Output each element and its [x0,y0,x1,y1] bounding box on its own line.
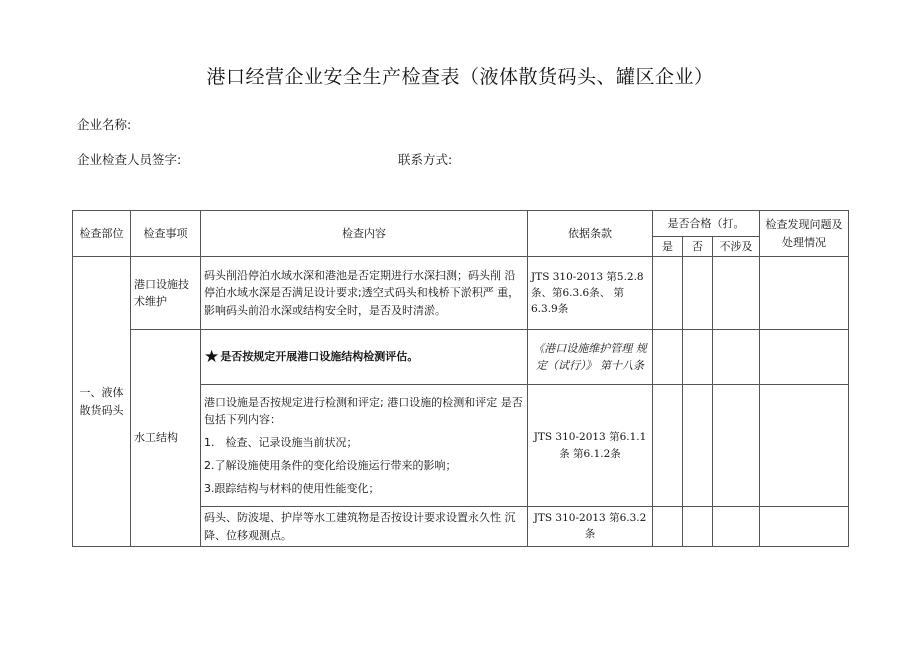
header-content: 检查内容 [201,211,528,257]
na-check-cell[interactable] [713,330,760,385]
yes-check-cell[interactable] [653,385,683,507]
header-yes: 是 [653,237,683,257]
header-item: 检查事项 [131,211,201,257]
company-name-label: 企业名称: [77,117,132,132]
header-dept: 检查部位 [73,211,131,257]
item-cell: 港口设施技术维护 [131,257,201,330]
no-check-cell[interactable] [683,507,713,547]
basis-cell: JTS 310-2013 第5.2.8条、第6.3.6条、 第6.3.9条 [528,257,653,330]
findings-cell[interactable] [760,330,849,385]
basis-cell: JTS 310-2013 第6.1.1条 第6.1.2条 [528,385,653,507]
no-check-cell[interactable] [683,330,713,385]
basis-cell: JTS 310-2013 第6.3.2条 [528,507,653,547]
inspector-signature-label: 企业检查人员签字: [77,152,182,167]
findings-cell[interactable] [760,385,849,507]
inspection-table [72,210,849,547]
content-cell: 码头削沿停泊水域水深和港池是否定期进行水深扫测；码头削 沿停泊水域水深是否满足设计要求;透空式码头和栈桥下淤积严 重，影响码头前沿水深或结构安全时，是否及时清淤。 [201,257,528,330]
basis-cell: 《港口设施维护管理 规定（试行）》 第十八条 [528,330,653,385]
no-check-cell[interactable] [683,257,713,330]
header-compliance: 是否合格（打。 [653,211,760,237]
header-basis: 依据条款 [528,211,653,257]
header-no: 否 [683,237,713,257]
star-key-item-icon: ★ [204,346,220,367]
document-title: 港口经营企业安全生产检查表（液体散货码头、罐区企业） [206,66,714,88]
yes-check-cell[interactable] [653,330,683,385]
contact-label: 联系方式: [398,152,453,167]
header-na: 不涉及 [713,237,760,257]
no-check-cell[interactable] [683,385,713,507]
item-cell: 水工结构 [131,330,201,547]
yes-check-cell[interactable] [653,507,683,547]
findings-cell[interactable] [760,507,849,547]
content-cell: 码头、防波堤、护岸等水工建筑物是否按设计要求设置永久性 沉降、位移观测点。 [201,507,528,547]
section-label: 一、液体散货码头 [73,257,131,547]
table-row [73,257,849,330]
na-check-cell[interactable] [713,507,760,547]
header-findings: 检查发现问题及处理情况 [760,211,849,257]
table-row [73,330,849,385]
content-cell: ★是否按规定开展港口设施结构检测评估。 [201,330,528,385]
na-check-cell[interactable] [713,257,760,330]
findings-cell[interactable] [760,257,849,330]
yes-check-cell[interactable] [653,257,683,330]
content-cell: 港口设施是否按规定进行检测和评定; 港口设施的检测和评定 是否包括下列内容： 1. 检查、记录设施当前状况； 2.了解设施使用条件的变化给设施运行带来的影响； 3.跟踪结构与材料的使用性能变化； [201,385,528,507]
na-check-cell[interactable] [713,385,760,507]
